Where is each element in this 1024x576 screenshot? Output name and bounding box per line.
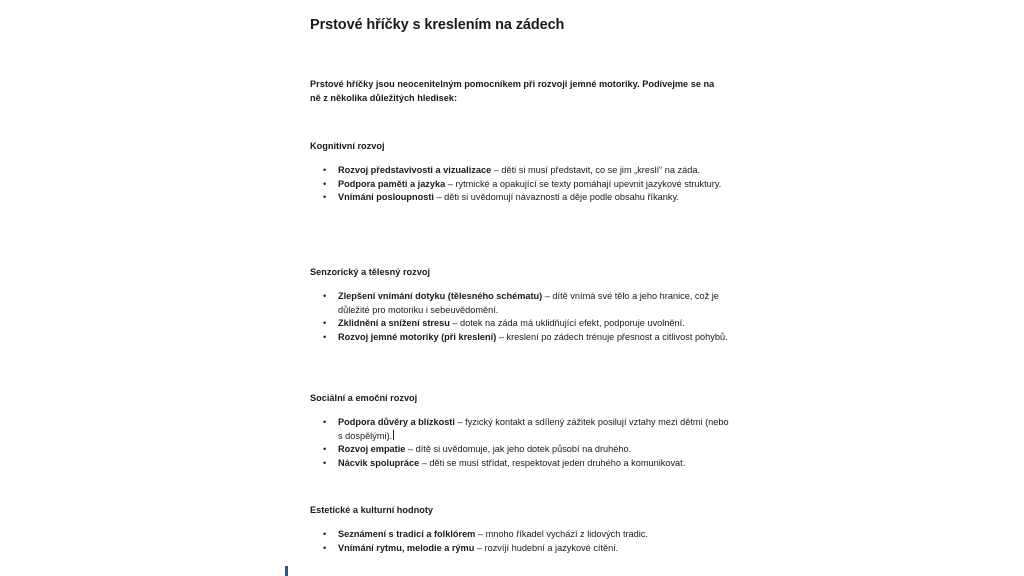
list-item-description: – děti si uvědomují návaznosti a děje podle obsahu říkanky. [433,192,679,203]
text-cursor [393,430,394,440]
list-item-description: – děti si musí představit, co se jim „kreslí“ na záda. [491,165,701,175]
list-item-term: Vnímání rytmu, melodie a rýmu [338,542,475,553]
list-item-description: – děti se musí střídat, respektovat jeden druhého a komunikovat. [419,457,686,468]
list-item-term: Rozvoj empatie [338,444,406,455]
page-break-marker [285,566,288,576]
list-item-term: Zlepšení vnímání dotyku (tělesného schématu) [338,291,543,301]
list-item-description: – dotek na záda má uklidňující efekt, podporuje uvolnění. [449,318,685,329]
list-item-description: – kreslení po zádech trénuje přesnost a citlivost pohybů. [496,331,728,342]
section-heading[interactable]: Senzorický a tělesný rozvoj [310,267,430,277]
section-heading[interactable]: Kognitivní rozvoj [310,141,385,151]
bullet-list [310,290,730,344]
list-item-term: Seznámení s tradicí a folklórem [338,529,476,539]
list-item[interactable] [310,191,730,205]
list-item-term: Vnímání posloupnosti [338,192,434,203]
list-item-description: – dítě si uvědomuje, jak jeho dotek působí na druhého. [405,444,632,455]
document-title[interactable]: Prstové hříčky s kreslením na zádech [310,17,565,33]
list-item-term: Rozvoj představivosti a vizualizace [338,165,492,175]
list-item-term: Zklidnění a snížení stresu [338,318,450,329]
list-item[interactable] [310,317,730,331]
list-item[interactable] [310,290,730,317]
list-item[interactable] [310,443,730,457]
section-heading[interactable]: Estetické a kulturní hodnoty [310,505,434,515]
list-item[interactable] [310,331,730,345]
list-item[interactable] [310,542,730,556]
section-cognitive-development [310,140,730,205]
list-item-term: Rozvoj jemné motoriky (při kreslení) [338,331,497,342]
bullet-list [310,528,730,555]
list-item-description: – mnoho říkadel vychází z lidových tradic. [475,529,648,539]
section-social-emotional-development [310,392,730,470]
bullet-list [310,416,730,470]
list-item-term: Podpora paměti a jazyka [338,178,446,189]
section-heading[interactable]: Sociální a emoční rozvoj [310,393,418,403]
list-item-description: – rozvíjí hudební a jazykové cítění. [474,542,619,553]
list-item-term: Podpora důvěry a blízkosti [338,417,455,427]
bullet-list [310,164,730,205]
list-item-description: – dítě vnímá své tělo a jeho hranice, což je důležité pro motoriku i sebeuvědomění. [338,291,719,315]
list-item[interactable] [310,178,730,192]
list-item[interactable] [310,528,730,542]
list-item[interactable] [310,457,730,471]
list-item[interactable] [310,416,730,443]
section-aesthetic-cultural-values [310,504,730,555]
list-item-description: – rytmické a opakující se texty pomáhají upevnit jazykové struktury. [445,178,722,189]
section-sensory-physical-development [310,266,730,344]
list-item-description: – fyzický kontakt a sdílený zážitek posilují vztahy mezi dětmi (nebo s dospělými). [338,417,729,441]
list-item[interactable] [310,164,730,178]
intro-paragraph[interactable]: Prstové hříčky jsou neocenitelným pomocníkem při rozvoji jemné motoriky. Podívejme se na ně z několika důležitých hledisek: [310,79,715,103]
list-item-term: Nácvik spolupráce [338,457,420,468]
